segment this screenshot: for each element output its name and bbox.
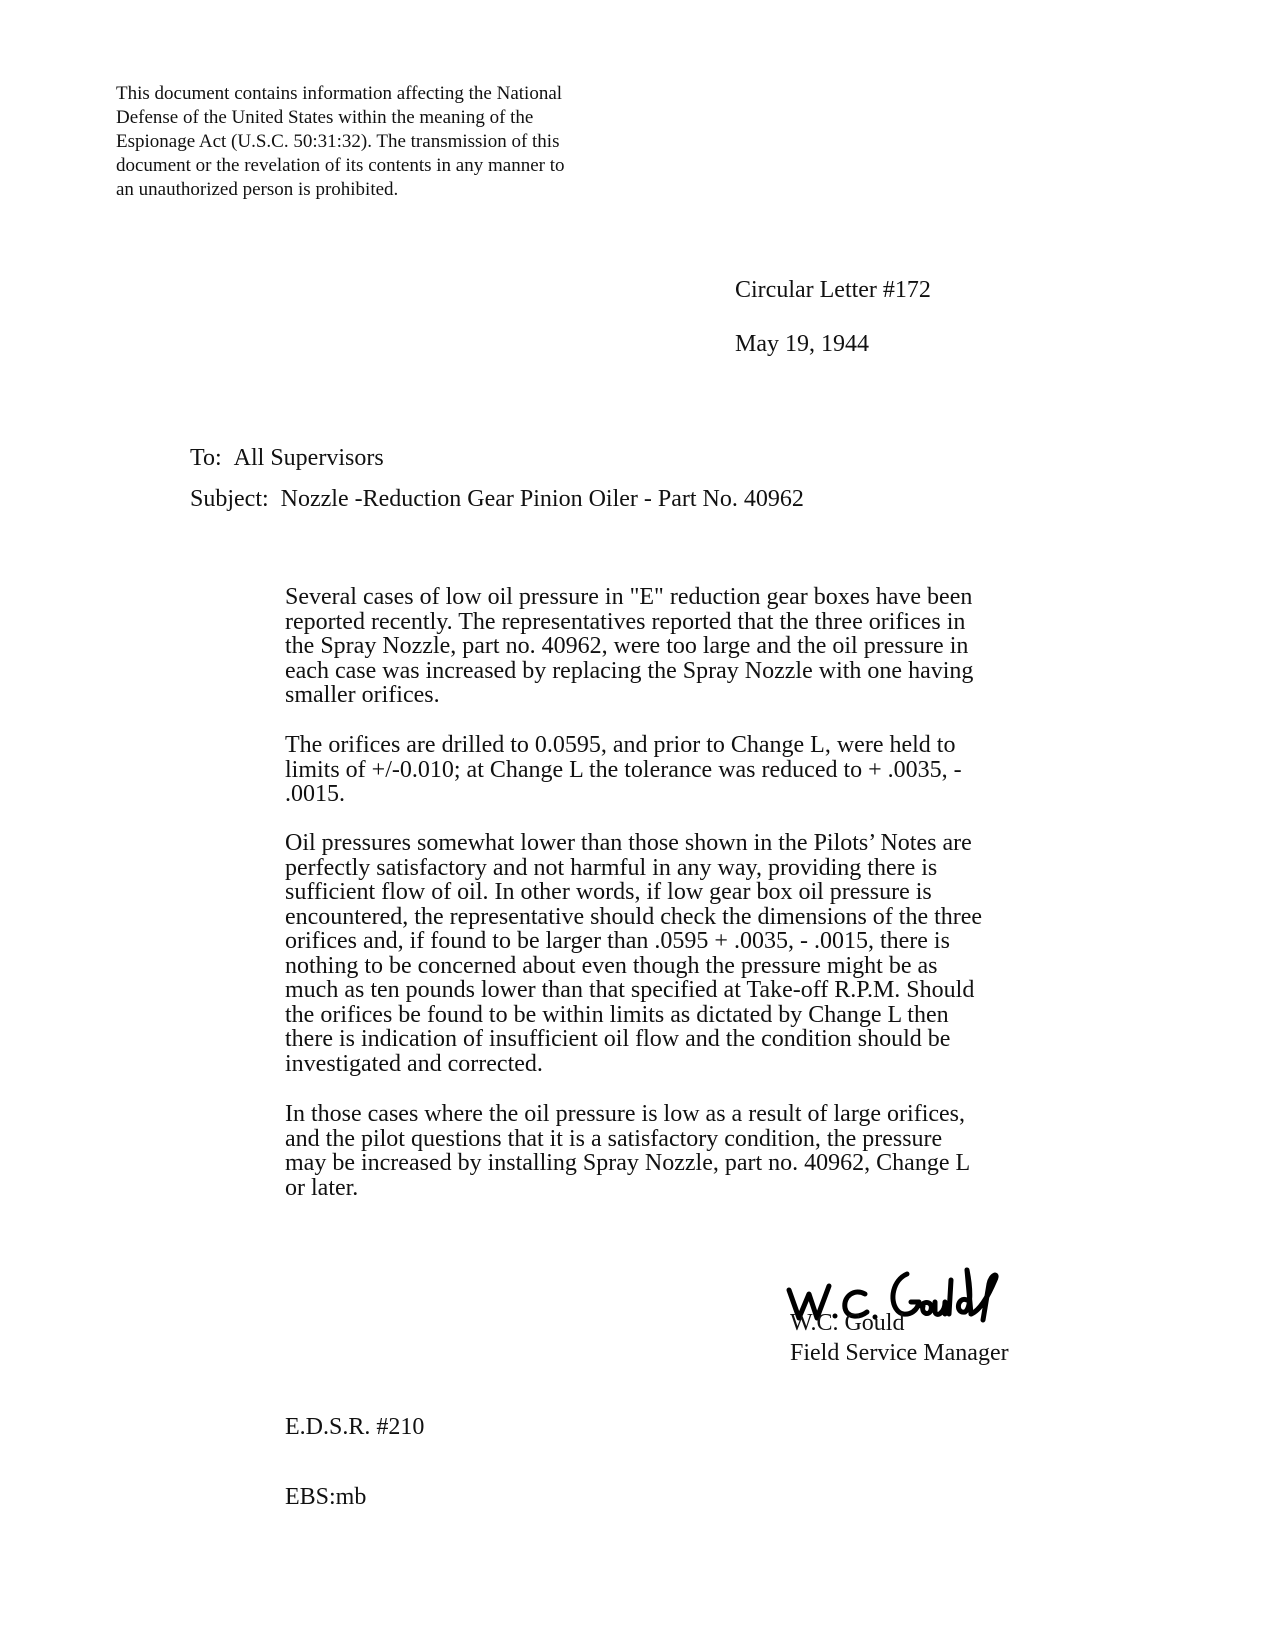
signer-name: W.C. Gould	[790, 1310, 905, 1336]
body-line: sufficient flow of oil. In other words, if low gear box oil pressure is	[285, 879, 932, 905]
body-line: perfectly satisfactory and not harmful in any way, providing there is	[285, 854, 938, 881]
body-line: smaller orifices.	[285, 682, 440, 708]
body-line: nothing to be concerned about even though the pressure might be as	[285, 952, 938, 979]
body-line: the Spray Nozzle, part no. 40962, were too large and the oil pressure in	[285, 633, 969, 659]
body-line: orifices and, if found to be larger than .0595 + .0035, - .0015, there is	[285, 928, 950, 954]
letter-date: May 19, 1944	[735, 331, 869, 357]
body-line: limits of +/-0.010; at Change L the tolerance was reduced to + .0035, -	[285, 756, 962, 783]
notice-line: Espionage Act (U.S.C. 50:31:32). The transmission of this	[116, 131, 560, 152]
body-line: each case was increased by replacing the Spray Nozzle with one having	[285, 657, 974, 684]
subject-value: Nozzle -Reduction Gear Pinion Oiler - Part No. 40962	[280, 486, 804, 512]
body-line: or later.	[285, 1174, 359, 1201]
body-line: .0015.	[285, 781, 345, 807]
body-line: investigated and corrected.	[285, 1050, 543, 1077]
signer-title: Field Service Manager	[790, 1340, 1009, 1366]
notice-line: document or the revelation of its contents in any manner to	[116, 155, 565, 176]
body-line: the orifices be found to be within limits as dictated by Change L then	[285, 1001, 949, 1028]
subject-line	[190, 485, 804, 513]
body-line: much as ten pounds lower than that specified at Take-off R.P.M. Should	[285, 977, 975, 1003]
body-line: Several cases of low oil pressure in "E" reduction gear boxes have been	[285, 584, 973, 610]
body-line: The orifices are drilled to 0.0595, and prior to Change L, were held to	[285, 732, 956, 758]
notice-line: This document contains information affecting the National	[116, 83, 563, 104]
body-line: there is indication of insufficient oil flow and the condition should be	[285, 1026, 951, 1052]
reference-number: E.D.S.R. #210	[285, 1414, 425, 1440]
notice-line: Defense of the United States within the meaning of the	[116, 107, 534, 128]
circular-letter-number: Circular Letter #172	[735, 277, 931, 303]
subject-label: Subject:	[190, 486, 269, 512]
notice-line: an unauthorized person is prohibited.	[116, 179, 399, 200]
typist-initials: EBS:mb	[285, 1484, 367, 1510]
body-line: encountered, the representative should check the dimensions of the three	[285, 903, 983, 930]
body-paragraph-1	[285, 585, 1025, 708]
body-paragraph-2	[285, 733, 1025, 807]
to-line	[190, 444, 384, 472]
body-line: In those cases where the oil pressure is low as a result of large orifices,	[285, 1101, 966, 1127]
to-label: To:	[190, 445, 222, 471]
body-line: and the pilot questions that it is a satisfactory condition, the pressure	[285, 1125, 943, 1152]
body-paragraph-3	[285, 831, 1025, 1076]
security-notice	[116, 82, 616, 202]
body-line: reported recently. The representatives reported that the three orifices in	[285, 608, 966, 635]
body-line: Oil pressures somewhat lower than those shown in the Pilots’ Notes are	[285, 830, 972, 856]
to-value: All Supervisors	[233, 445, 384, 471]
body-paragraph-4	[285, 1102, 1025, 1200]
body-line: may be increased by installing Spray Nozzle, part no. 40962, Change L	[285, 1150, 971, 1176]
